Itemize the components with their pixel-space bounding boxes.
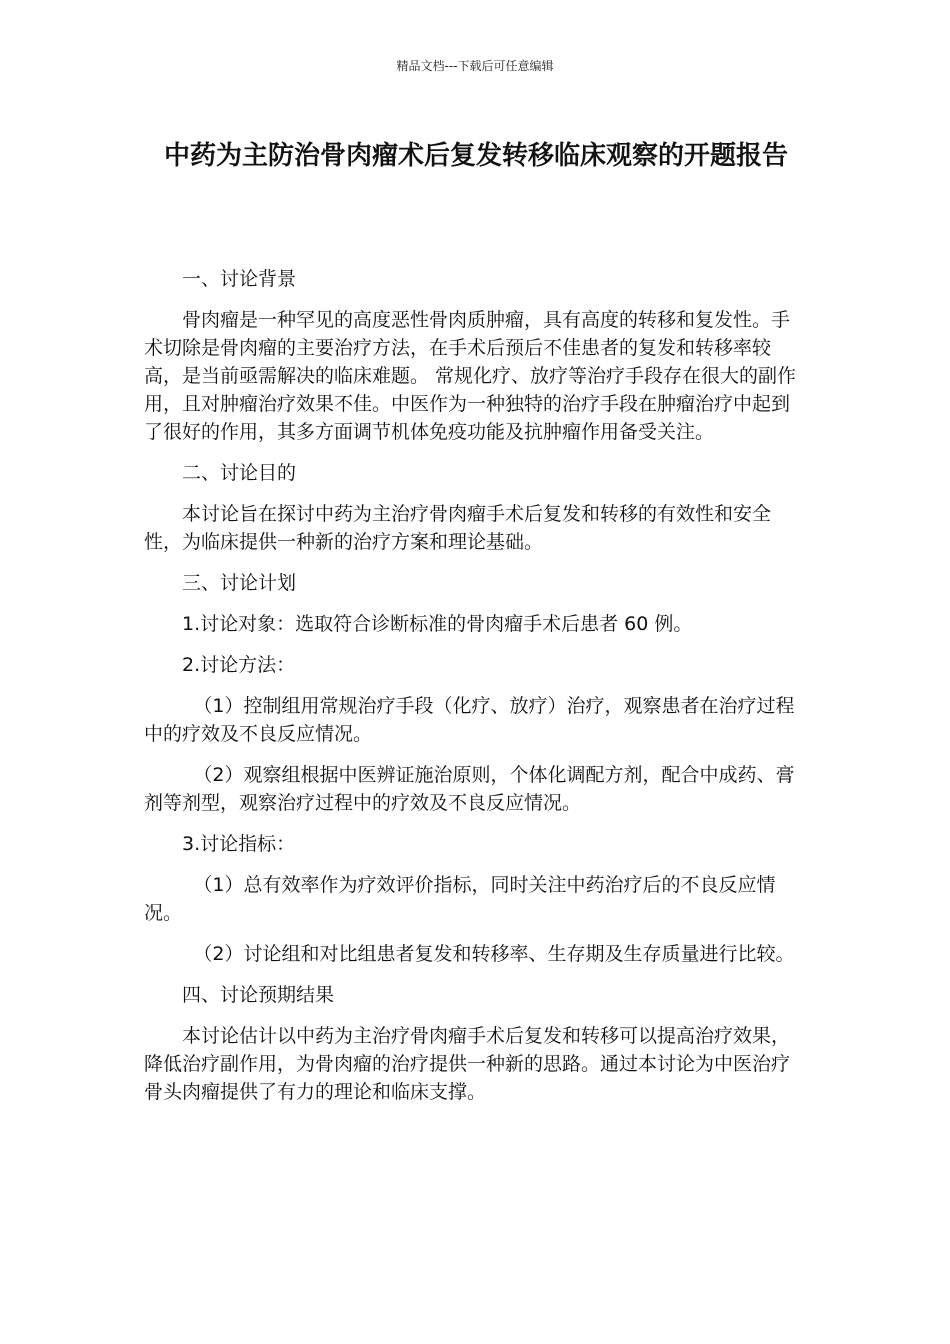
paragraph-plan-method-heading: 2.讨论方法： xyxy=(182,654,296,676)
document-body xyxy=(144,265,806,1106)
paragraph-plan-method-2: （2）观察组根据中医辨证施治原则，个体化调配方剂，配合中成药、膏剂等剂型，观察治疗过程中的疗效及不良反应情况。 xyxy=(144,764,795,814)
paragraph-plan-method-1: （1）控制组用常规治疗手段（化疗、放疗）治疗，观察患者在治疗过程中的疗效及不良反应情况。 xyxy=(144,695,795,745)
section-heading-purpose: 二、讨论目的 xyxy=(182,462,297,484)
paragraph-background: 骨肉瘤是一种罕见的高度恶性骨肉质肿瘤，具有高度的转移和复发性。手术切除是骨肉瘤的主要治疗方法，在手术后预后不佳患者的复发和转移率较高，是当前亟需解决的临床难题。 常规化疗、放疗等治疗手段存在很大的副作用，且对肿瘤治疗效果不佳。中医作为一种独特的治疗手段在肿瘤治疗中起到了很好的作用，其多方面调节机体免疫功能及抗肿瘤作用备受关注。 xyxy=(144,309,797,443)
document-title: 中药为主防治骨肉瘤术后复发转移临床观察的开题报告 xyxy=(163,141,788,171)
paragraph-result: 本讨论估计以中药为主治疗骨肉瘤手术后复发和转移可以提高治疗效果，降低治疗副作用，为骨肉瘤的治疗提供一种新的思路。通过本讨论为中医治疗骨头肉瘤提供了有力的理论和临床支撑。 xyxy=(144,1025,791,1103)
paragraph-plan-subject: 1.讨论对象：选取符合诊断标准的骨肉瘤手术后患者 60 例。 xyxy=(182,613,693,635)
page-header-note: 精品文档---下载后可任意编辑 xyxy=(396,59,554,73)
paragraph-plan-index-1: （1）总有效率作为疗效评价指标，同时关注中药治疗后的不良反应情况。 xyxy=(144,874,776,924)
paragraph-plan-index-2: （2）讨论组和对比组患者复发和转移率、生存期及生存质量进行比较。 xyxy=(193,943,795,965)
paragraph-plan-index-heading: 3.讨论指标： xyxy=(182,833,296,855)
paragraph-purpose: 本讨论旨在探讨中药为主治疗骨肉瘤手术后复发和转移的有效性和安全性，为临床提供一种新的治疗方案和理论基础。 xyxy=(144,503,772,553)
section-heading-result: 四、讨论预期结果 xyxy=(182,984,335,1006)
section-heading-background: 一、讨论背景 xyxy=(182,268,297,290)
section-heading-plan: 三、讨论计划 xyxy=(182,572,297,594)
